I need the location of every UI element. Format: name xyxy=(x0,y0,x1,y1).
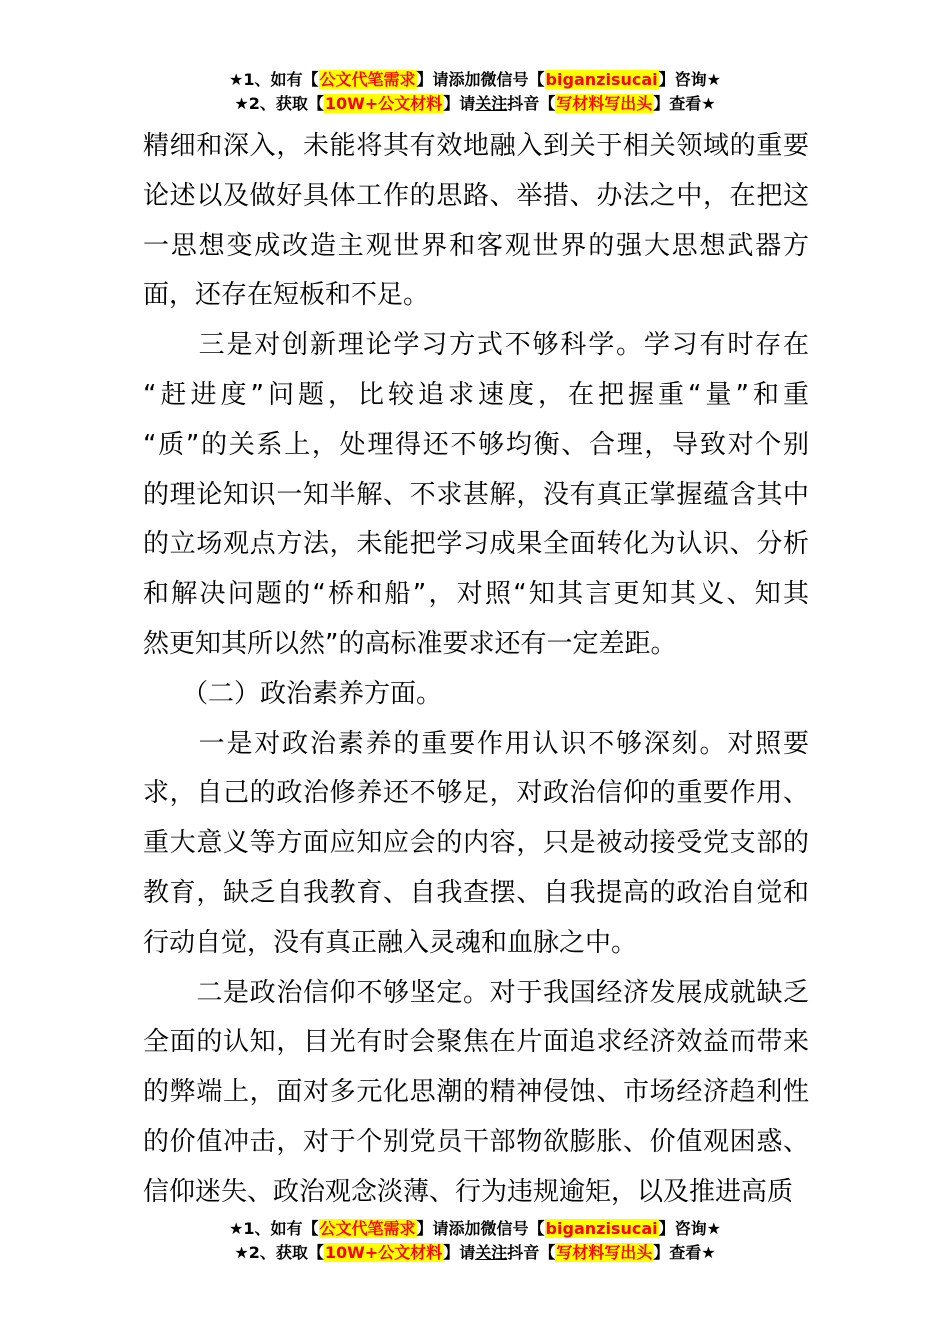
banner-line-1 xyxy=(0,1217,950,1241)
text-line: （二）政治素养方面。 xyxy=(143,678,443,709)
banner-highlight: 10W+公文材料 xyxy=(324,94,443,113)
text-line: 三是对创新理论学习方式不够科学。学习有时存在 xyxy=(143,330,809,361)
text-line: 论述以及做好具体工作的思路、举措、办法之中，在把这 xyxy=(143,180,809,211)
banner-line-1 xyxy=(0,68,950,92)
banner-text: ★2、获取【 xyxy=(234,94,324,113)
text-line: 教育，缺乏自我教育、自我查摆、自我提高的政治自觉和 xyxy=(143,877,809,908)
text-line: 面，还存在短板和不足。 xyxy=(143,280,430,311)
banner-highlight-wechat: biganzisucai xyxy=(545,70,658,89)
banner-text: ★2、获取【 xyxy=(234,1243,324,1262)
banner-text: 】请 xyxy=(443,1243,476,1262)
text-line: 求，自己的政治修养还不够足，对政治信仰的重要作用、 xyxy=(143,778,809,809)
banner-text: ★1、如有【 xyxy=(229,1219,319,1238)
text-line: 的立场观点方法，未能把学习成果全面转化为认识、分析 xyxy=(143,529,809,560)
banner-text: 】请添加微信号【 xyxy=(416,70,545,89)
text-line: 二是政治信仰不够坚定。对于我国经济发展成就缺乏 xyxy=(143,977,809,1008)
banner-text: 】咨询★ xyxy=(658,1219,721,1238)
banner-text: 抖音【 xyxy=(507,1243,556,1262)
banner-highlight-wechat: biganzisucai xyxy=(545,1219,658,1238)
banner-text: 】查看★ xyxy=(653,94,716,113)
text-line: 全面的认知，目光有时会聚焦在片面追求经济效益而带来 xyxy=(143,1027,809,1058)
text-line: “质”的关系上，处理得还不够均衡、合理，导致对个别 xyxy=(143,429,809,460)
text-line: 行动自觉，没有真正融入灵魂和血脉之中。 xyxy=(143,927,638,958)
banner-highlight: 公文代笔需求 xyxy=(319,1219,416,1238)
banner-highlight-douyin: 写材料写出头 xyxy=(556,1243,653,1262)
text-line: 信仰迷失、政治观念淡薄、行为违规逾矩，以及推进高质 xyxy=(143,1176,794,1207)
text-line: 重大意义等方面应知应会的内容，只是被动接受党支部的 xyxy=(143,828,809,859)
text-line: 精细和深入，未能将其有效地融入到关于相关领域的重要 xyxy=(143,131,809,161)
banner-text: 抖音【 xyxy=(507,94,556,113)
text-line: 的弊端上，面对多元化思潮的精神侵蚀、市场经济趋利性 xyxy=(143,1077,809,1108)
paragraph xyxy=(143,720,809,969)
banner-line-2 xyxy=(0,92,950,116)
footer-banner xyxy=(0,1217,950,1265)
text-line: 的价值冲击，对于个别党员干部物欲膨胀、价值观困惑、 xyxy=(143,1126,809,1157)
banner-underlined-text: 关注 xyxy=(475,94,508,113)
banner-highlight: 10W+公文材料 xyxy=(324,1243,443,1262)
banner-text: 】查看★ xyxy=(653,1243,716,1262)
banner-underlined-text: 关注 xyxy=(475,1243,508,1262)
banner-highlight: 公文代笔需求 xyxy=(319,70,416,89)
banner-highlight-douyin: 写材料写出头 xyxy=(556,94,653,113)
paragraph xyxy=(143,969,809,1218)
banner-text: 】咨询★ xyxy=(658,70,721,89)
paragraph xyxy=(143,321,809,670)
text-line: 的理论知识一知半解、不求甚解，没有真正掌握蕴含其中 xyxy=(143,479,809,510)
text-line: 然更知其所以然”的高标准要求还有一定差距。 xyxy=(143,628,677,659)
paragraph xyxy=(143,122,809,321)
banner-text: ★1、如有【 xyxy=(229,70,319,89)
text-line: 和解决问题的“桥和船”，对照“知其言更知其义、知其 xyxy=(143,579,809,610)
text-line: “赶进度”问题，比较追求速度，在把握重“量”和重 xyxy=(143,379,809,410)
banner-text: 】请 xyxy=(443,94,476,113)
banner-text: 】请添加微信号【 xyxy=(416,1219,545,1238)
text-line: 一是对政治素养的重要作用认识不够深刻。对照要 xyxy=(143,728,809,759)
text-line: 一思想变成改造主观世界和客观世界的强大思想武器方 xyxy=(143,230,809,261)
banner-line-2 xyxy=(0,1241,950,1265)
document-body xyxy=(143,122,809,1218)
header-banner xyxy=(0,68,950,116)
paragraph xyxy=(143,670,809,720)
